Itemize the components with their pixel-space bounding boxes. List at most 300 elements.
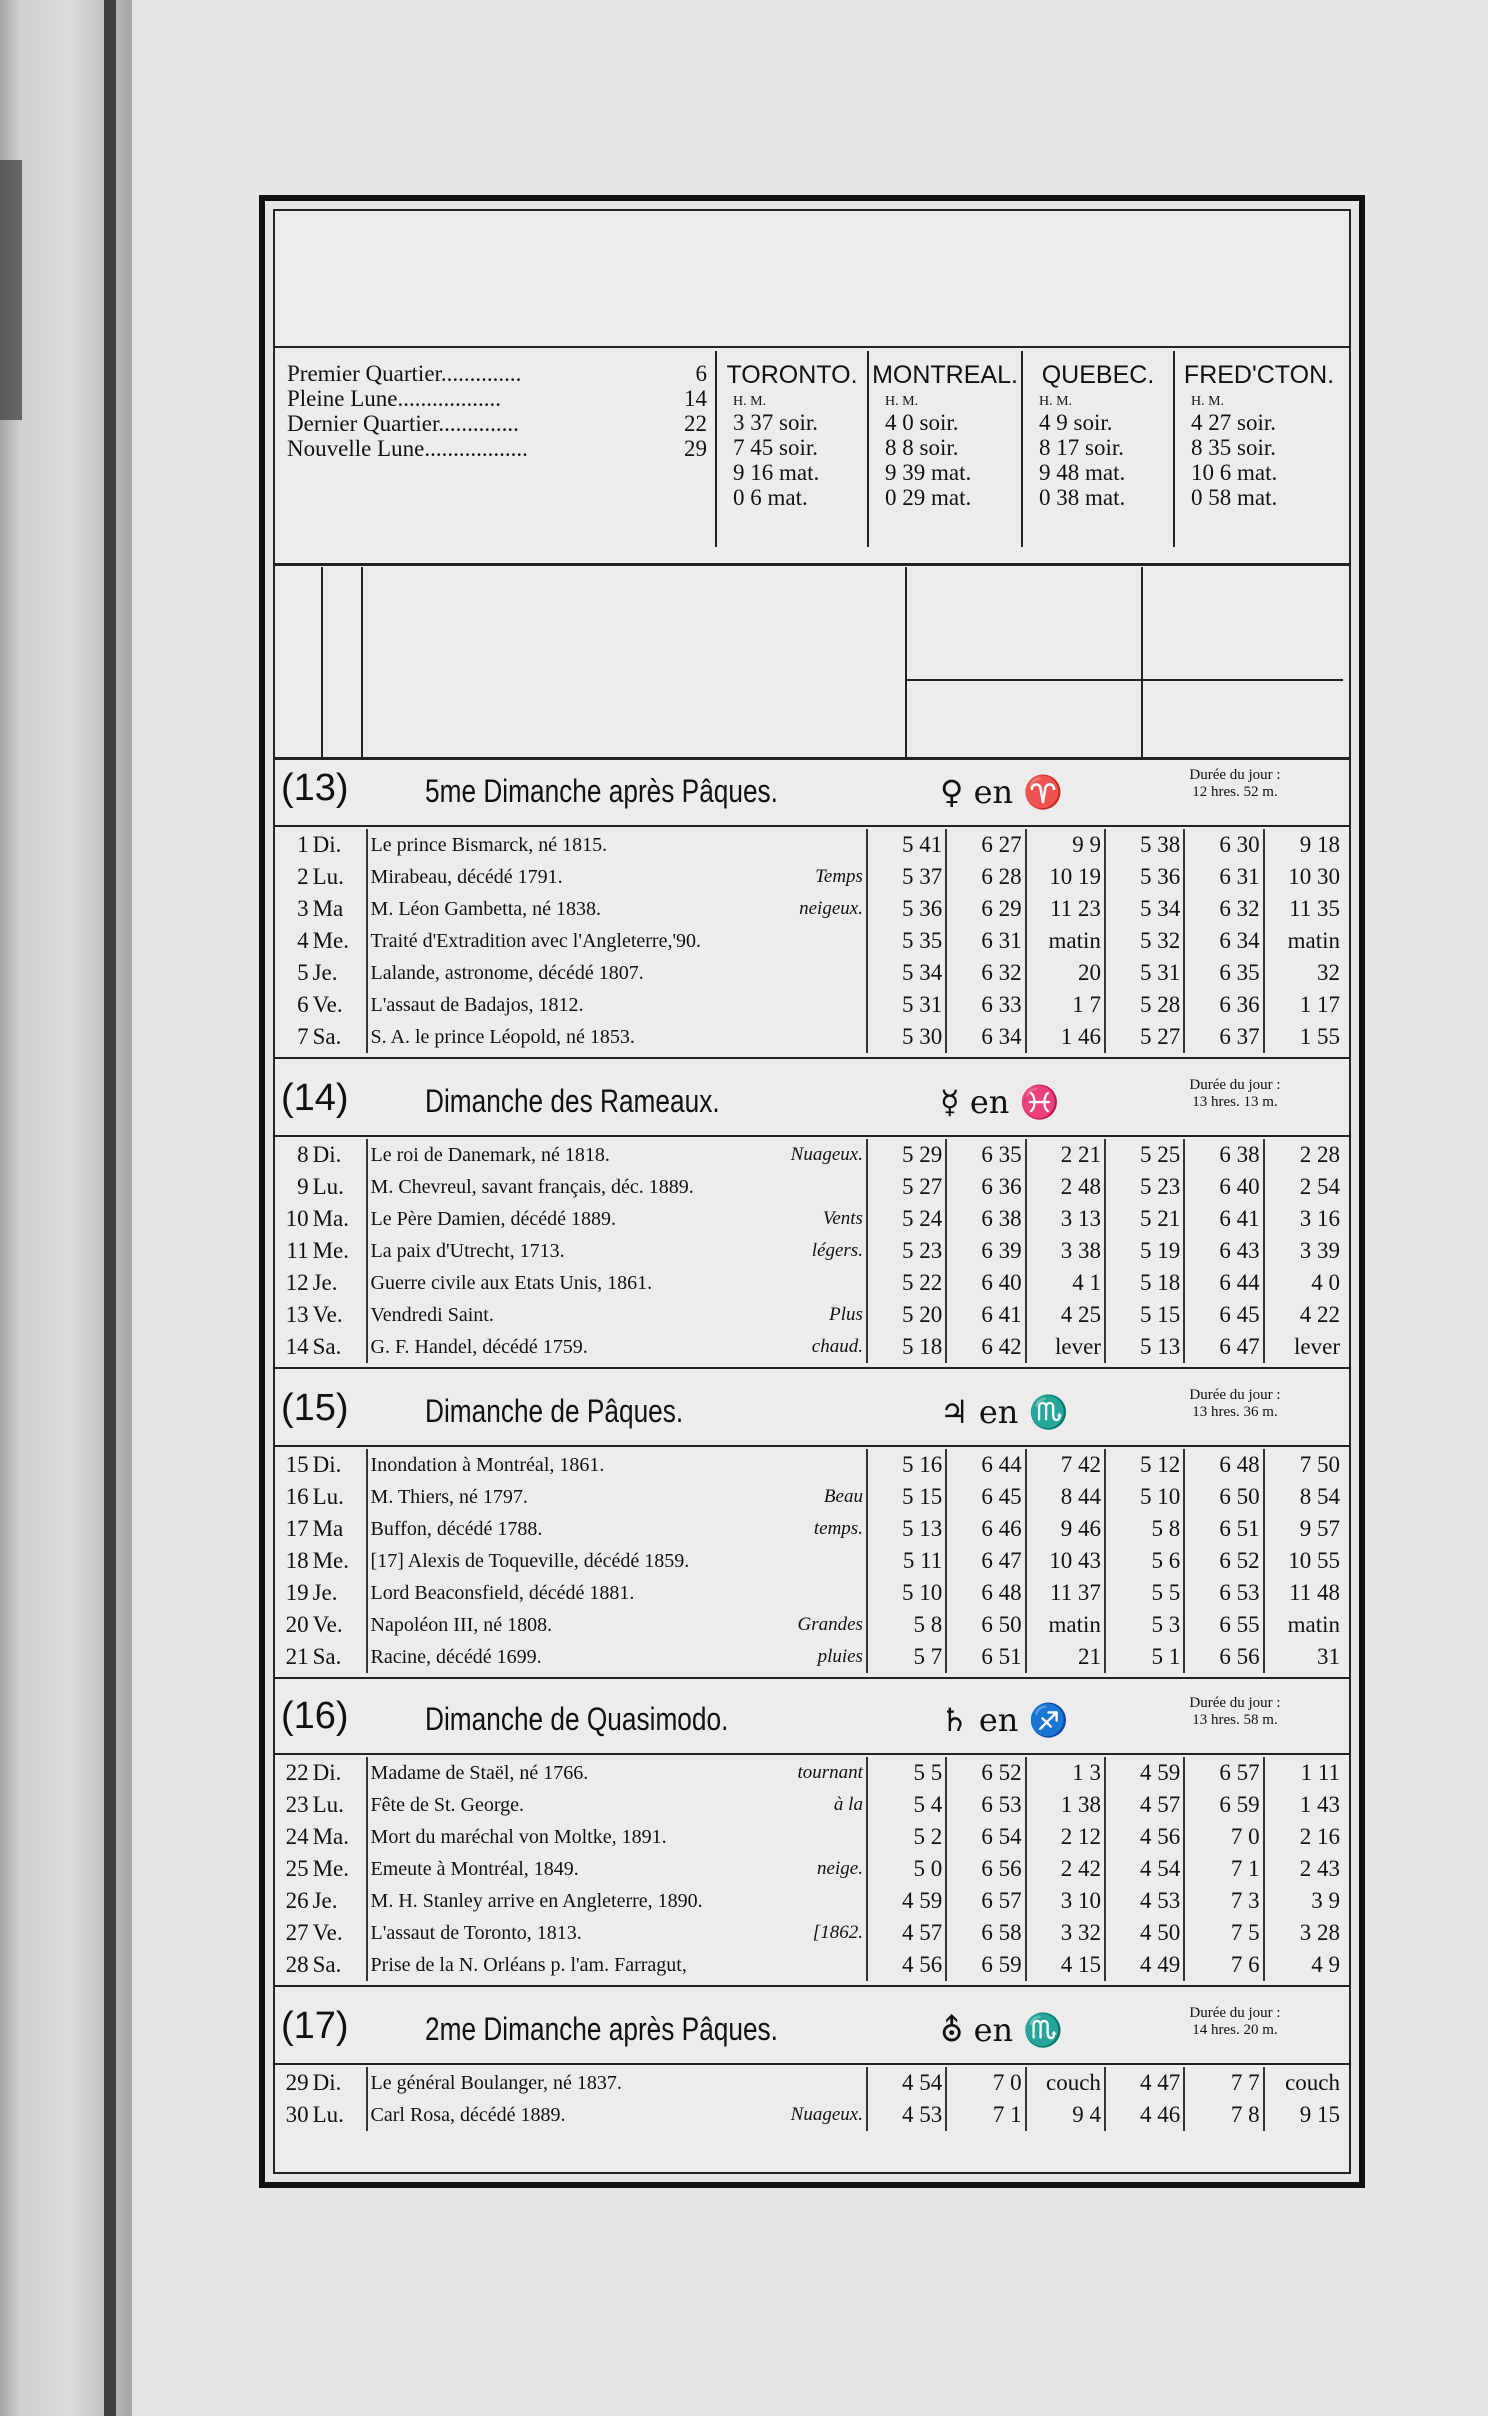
- weather-note: Nuageux.: [790, 2103, 863, 2125]
- time-value: 4 53: [1105, 1885, 1184, 1917]
- time-value: 6 36: [946, 1171, 1025, 1203]
- ephemeris: [367, 1171, 867, 1203]
- event-text: Mort du maréchal von Moltke, 1891.: [370, 1825, 667, 1848]
- time-value: 7 7: [1184, 2067, 1263, 2099]
- time-value: 5 28: [1105, 989, 1184, 1021]
- ephemeris: [367, 1267, 867, 1299]
- date: 10: [285, 1206, 309, 1231]
- weekday: Ma.: [310, 1821, 367, 1853]
- days-table: [275, 1139, 1343, 1363]
- duration-label: Durée du jour :: [1189, 1387, 1281, 1403]
- weekday: Di.: [310, 1139, 367, 1171]
- time-value: 2 43: [1299, 1856, 1340, 1881]
- time-value: 2 28: [1299, 1142, 1340, 1167]
- time-value: 4 57: [867, 1917, 946, 1949]
- divider: [907, 679, 1343, 681]
- time-value: 7 42: [1026, 1449, 1105, 1481]
- phase-time: 9 16 mat.: [733, 460, 820, 485]
- event-text: Buffon, décédé 1788.: [370, 1517, 543, 1540]
- time-value: 6 59: [1184, 1789, 1263, 1821]
- planet-position: ♃ en ♏: [940, 1393, 1069, 1431]
- day-row: [275, 1577, 1343, 1609]
- event-text: Traité d'Extradition avec l'Angleterre,'90.: [370, 929, 702, 952]
- day-row: [275, 893, 1343, 925]
- time-value: 5 24: [867, 1203, 946, 1235]
- time-value: matin: [1287, 928, 1340, 953]
- day-duration: [1145, 1077, 1325, 1111]
- time-value: 6 44: [946, 1449, 1025, 1481]
- day-row: [275, 1481, 1343, 1513]
- duration-value: 13 hres. 36 m.: [1192, 1404, 1278, 1420]
- week-end-rule: [275, 1367, 1349, 1369]
- week-header: [275, 1689, 1349, 1753]
- date: 2: [297, 864, 309, 889]
- weekday: Sa.: [310, 1641, 367, 1673]
- time-value: 6 58: [946, 1917, 1025, 1949]
- event-text: Madame de Staël, né 1766.: [370, 1761, 589, 1784]
- time-value: 6 31: [946, 925, 1025, 957]
- phases-divider: [275, 563, 1349, 566]
- event-text: Fête de St. George.: [370, 1793, 525, 1816]
- time-value: 5 18: [867, 1331, 946, 1363]
- event-text: Lalande, astronome, décédé 1807.: [370, 961, 644, 984]
- time-value: 6 46: [946, 1513, 1025, 1545]
- day-row: [275, 1949, 1343, 1981]
- time-value: 6 52: [946, 1757, 1025, 1789]
- weather-note: chaud.: [811, 1335, 863, 1357]
- time-value: 6 40: [1184, 1171, 1263, 1203]
- days-table: [275, 1449, 1343, 1673]
- ephemeris: [367, 1853, 867, 1885]
- time-value: 1 43: [1299, 1792, 1340, 1817]
- time-value: 5 6: [1105, 1545, 1184, 1577]
- city-name: MONTREAL.: [872, 361, 1018, 389]
- sunday-name: 5me Dimanche après Pâques.: [425, 773, 778, 809]
- date: 6: [297, 992, 309, 1017]
- event-text: Guerre civile aux Etats Unis, 1861.: [370, 1271, 653, 1294]
- time-value: 5 16: [867, 1449, 946, 1481]
- duration-value: 14 hres. 20 m.: [1192, 2022, 1278, 2038]
- city-fredericton: [1175, 351, 1343, 547]
- week-header: [275, 1071, 1349, 1135]
- time-value: 6 35: [946, 1139, 1025, 1171]
- day-row: [275, 1789, 1343, 1821]
- event-text: Racine, décédé 1699.: [370, 1645, 542, 1668]
- duration-label: Durée du jour :: [1189, 767, 1281, 783]
- phase-row: [287, 436, 707, 461]
- time-value: 5 7: [867, 1641, 946, 1673]
- date: 14: [285, 1334, 309, 1359]
- time-value: 6 47: [1184, 1331, 1263, 1363]
- hm-label: H. M.: [1191, 394, 1225, 409]
- time-value: 6 56: [946, 1853, 1025, 1885]
- weekday: Lu.: [310, 2099, 367, 2131]
- duration-label: Durée du jour :: [1189, 1077, 1281, 1093]
- time-value: 2 21: [1026, 1139, 1105, 1171]
- time-value: 5 20: [867, 1299, 946, 1331]
- week-header: [275, 761, 1349, 825]
- time-value: 5 38: [1105, 829, 1184, 861]
- week-header: [275, 1999, 1349, 2063]
- time-value: 6 32: [946, 957, 1025, 989]
- time-value: matin: [1026, 925, 1105, 957]
- date: 9: [297, 1174, 309, 1199]
- time-value: 3 28: [1299, 1920, 1340, 1945]
- time-value: 4 50: [1105, 1917, 1184, 1949]
- weather-note: neigeux.: [799, 897, 863, 919]
- time-value: 3 16: [1299, 1206, 1340, 1231]
- ephemeris: [367, 1545, 867, 1577]
- phase-time: 0 6 mat.: [733, 485, 808, 510]
- week-number: (14): [281, 1077, 349, 1119]
- time-value: 4 22: [1299, 1302, 1340, 1327]
- phase-day: 6: [695, 361, 707, 386]
- time-value: 9 18: [1299, 832, 1340, 857]
- date: 28: [285, 1952, 309, 1977]
- time-value: 7 50: [1299, 1452, 1340, 1477]
- time-value: 6 33: [946, 989, 1025, 1021]
- time-value: 2 16: [1299, 1824, 1340, 1849]
- planet-position: ♄ en ♐: [940, 1701, 1069, 1739]
- time-value: 11 35: [1289, 896, 1340, 921]
- divider: [321, 567, 323, 757]
- time-value: 11 48: [1289, 1580, 1340, 1605]
- ephemeris: [367, 1331, 867, 1363]
- event-text: Lord Beaconsfield, décédé 1881.: [370, 1581, 635, 1604]
- time-value: 4 54: [1105, 1853, 1184, 1885]
- column-headers: [275, 567, 1349, 757]
- event-text: Le roi de Danemark, né 1818.: [370, 1143, 610, 1166]
- weekday: Sa.: [310, 1021, 367, 1053]
- time-value: 6 59: [946, 1949, 1025, 1981]
- header-rule: [275, 757, 1349, 760]
- time-value: 6 44: [1184, 1267, 1263, 1299]
- duration-label: Durée du jour :: [1189, 1695, 1281, 1711]
- time-value: 6 51: [1184, 1513, 1263, 1545]
- ephemeris: [367, 1203, 867, 1235]
- event-text: M. Thiers, né 1797.: [370, 1485, 528, 1508]
- weather-note: Temps: [815, 865, 863, 887]
- time-value: 5 11: [867, 1545, 946, 1577]
- weather-note: Vents: [822, 1207, 863, 1229]
- day-row: [275, 2099, 1343, 2131]
- phase-name: Premier Quartier..............: [287, 361, 522, 386]
- phase-time: 4 9 soir.: [1039, 410, 1113, 435]
- ephemeris: [367, 861, 867, 893]
- time-value: 5 32: [1105, 925, 1184, 957]
- time-value: 5 34: [867, 957, 946, 989]
- time-value: 1 46: [1026, 1021, 1105, 1053]
- event-text: Prise de la N. Orléans p. l'am. Farragut,: [370, 1953, 687, 1976]
- phase-time: 4 27 soir.: [1191, 410, 1276, 435]
- weather-note: légers.: [811, 1239, 863, 1261]
- day-duration: [1145, 767, 1325, 801]
- date: 17: [285, 1516, 309, 1541]
- day-row: [275, 1203, 1343, 1235]
- time-value: 6 37: [1184, 1021, 1263, 1053]
- time-value: 5 34: [1105, 893, 1184, 925]
- ephemeris: [367, 989, 867, 1021]
- time-value: 31: [1317, 1644, 1340, 1669]
- time-value: 5 31: [867, 989, 946, 1021]
- time-value: 5 3: [1105, 1609, 1184, 1641]
- event-text: L'assaut de Badajos, 1812.: [370, 993, 584, 1016]
- time-value: 5 41: [867, 829, 946, 861]
- phase-name: Nouvelle Lune..................: [287, 436, 528, 461]
- date: 29: [285, 2070, 309, 2095]
- time-value: 5 12: [1105, 1449, 1184, 1481]
- phase-row: [287, 361, 707, 386]
- ephemeris: [367, 1139, 867, 1171]
- time-value: 6 32: [1184, 893, 1263, 925]
- time-value: 6 29: [946, 893, 1025, 925]
- day-row: [275, 925, 1343, 957]
- day-row: [275, 1545, 1343, 1577]
- day-row: [275, 1171, 1343, 1203]
- ephemeris: [367, 1449, 867, 1481]
- time-value: 7 5: [1184, 1917, 1263, 1949]
- time-value: 6 34: [946, 1021, 1025, 1053]
- days-table: [275, 2067, 1343, 2131]
- sunday-name: Dimanche de Pâques.: [425, 1393, 684, 1429]
- duration-value: 13 hres. 58 m.: [1192, 1712, 1278, 1728]
- time-value: 2 12: [1026, 1821, 1105, 1853]
- weekday: Me.: [310, 1853, 367, 1885]
- weekday: Lu.: [310, 1171, 367, 1203]
- time-value: 6 53: [946, 1789, 1025, 1821]
- phase-time: 8 8 soir.: [885, 435, 959, 460]
- time-value: 5 35: [867, 925, 946, 957]
- phase-day: 14: [684, 386, 707, 411]
- date: 11: [286, 1238, 309, 1263]
- day-row: [275, 1917, 1343, 1949]
- time-value: 6 45: [946, 1481, 1025, 1513]
- time-value: 1 38: [1026, 1789, 1105, 1821]
- time-value: 6 48: [946, 1577, 1025, 1609]
- time-value: 4 0: [1311, 1270, 1340, 1295]
- time-value: 6 50: [946, 1609, 1025, 1641]
- week-end-rule: [275, 1677, 1349, 1679]
- time-value: 5 37: [867, 861, 946, 893]
- time-value: 1 7: [1026, 989, 1105, 1021]
- time-value: 1 11: [1300, 1760, 1340, 1785]
- time-value: 5 27: [1105, 1021, 1184, 1053]
- time-value: 3 39: [1299, 1238, 1340, 1263]
- ephemeris: [367, 957, 867, 989]
- ephemeris: [367, 1609, 867, 1641]
- date: 8: [297, 1142, 309, 1167]
- date: 13: [285, 1302, 309, 1327]
- divider: [361, 567, 363, 757]
- time-value: 6 38: [946, 1203, 1025, 1235]
- adjacent-page-shadow: [0, 160, 22, 420]
- time-value: couch: [1026, 2067, 1105, 2099]
- time-value: 6 28: [946, 861, 1025, 893]
- time-value: 3 10: [1026, 1885, 1105, 1917]
- weekday: Je.: [310, 957, 367, 989]
- time-value: 9 9: [1026, 829, 1105, 861]
- date: 30: [285, 2102, 309, 2127]
- weather-note: Grandes: [797, 1613, 863, 1635]
- ephemeris: [367, 1021, 867, 1053]
- hm-label: H. M.: [733, 394, 767, 409]
- week-rule: [275, 2063, 1349, 2065]
- phase-time: 8 35 soir.: [1191, 435, 1276, 460]
- time-value: 5 4: [867, 1789, 946, 1821]
- day-duration: [1145, 1695, 1325, 1729]
- time-value: 5 22: [867, 1267, 946, 1299]
- phase-time: 4 0 soir.: [885, 410, 959, 435]
- time-value: 6 35: [1184, 957, 1263, 989]
- event-text: Mirabeau, décédé 1791.: [370, 865, 563, 888]
- time-value: 2 54: [1299, 1174, 1340, 1199]
- weather-note: Nuageux.: [790, 1143, 863, 1165]
- time-value: 6 48: [1184, 1449, 1263, 1481]
- time-value: matin: [1287, 1612, 1340, 1637]
- phase-time: 0 58 mat.: [1191, 485, 1278, 510]
- duration-value: 12 hres. 52 m.: [1192, 784, 1278, 800]
- date: 27: [285, 1920, 309, 1945]
- date: 3: [297, 896, 309, 921]
- phase-time: 9 39 mat.: [885, 460, 972, 485]
- time-value: couch: [1285, 2070, 1340, 2095]
- time-value: 6 57: [946, 1885, 1025, 1917]
- time-value: 5 31: [1105, 957, 1184, 989]
- event-text: Emeute à Montréal, 1849.: [370, 1857, 579, 1880]
- phase-day: 22: [684, 411, 707, 436]
- ephemeris: [367, 2067, 867, 2099]
- time-value: 5 27: [867, 1171, 946, 1203]
- day-row: [275, 829, 1343, 861]
- duration-label: Durée du jour :: [1189, 2005, 1281, 2021]
- weekday: Lu.: [310, 1789, 367, 1821]
- day-row: [275, 1609, 1343, 1641]
- moon-phases: [275, 351, 1349, 547]
- time-value: 5 1: [1105, 1641, 1184, 1673]
- time-value: 6 50: [1184, 1481, 1263, 1513]
- date: 25: [285, 1856, 309, 1881]
- weekday: Me.: [310, 1235, 367, 1267]
- time-value: 6 55: [1184, 1609, 1263, 1641]
- event-text: Le prince Bismarck, né 1815.: [370, 833, 608, 856]
- time-value: 3 38: [1026, 1235, 1105, 1267]
- day-row: [275, 1885, 1343, 1917]
- weather-note: temps.: [813, 1517, 863, 1539]
- time-value: 6 57: [1184, 1757, 1263, 1789]
- time-value: 6 36: [1184, 989, 1263, 1021]
- time-value: 6 52: [1184, 1545, 1263, 1577]
- event-text: Inondation à Montréal, 1861.: [370, 1453, 605, 1476]
- weekday: Lu.: [310, 861, 367, 893]
- day-row: [275, 1821, 1343, 1853]
- phase-name: Dernier Quartier..............: [287, 411, 519, 436]
- weather-note: Beau: [823, 1485, 863, 1507]
- time-value: 6 47: [946, 1545, 1025, 1577]
- weekday: Ma: [310, 1513, 367, 1545]
- day-row: [275, 861, 1343, 893]
- sunday-name: 2me Dimanche après Pâques.: [425, 2011, 778, 2047]
- weekday: Je.: [310, 1267, 367, 1299]
- hm-label: H. M.: [1039, 394, 1073, 409]
- ephemeris: [367, 925, 867, 957]
- ephemeris: [367, 1235, 867, 1267]
- weekday: Ma: [310, 893, 367, 925]
- time-value: 6 45: [1184, 1299, 1263, 1331]
- time-value: 6 56: [1184, 1641, 1263, 1673]
- weekday: Me.: [310, 925, 367, 957]
- ephemeris: [367, 1789, 867, 1821]
- time-value: 4 59: [1105, 1757, 1184, 1789]
- phases-list: [287, 351, 707, 547]
- time-value: 5 15: [867, 1481, 946, 1513]
- time-value: 6 41: [946, 1299, 1025, 1331]
- weekday: Di.: [310, 829, 367, 861]
- time-value: 7 8: [1184, 2099, 1263, 2131]
- time-value: 10 55: [1288, 1548, 1340, 1573]
- duration-value: 13 hres. 13 m.: [1192, 1094, 1278, 1110]
- day-duration: [1145, 1387, 1325, 1421]
- time-value: 5 13: [1105, 1331, 1184, 1363]
- week-rule: [275, 825, 1349, 827]
- ephemeris: [367, 1885, 867, 1917]
- page-edge-left: [0, 0, 140, 2416]
- weekday: Ve.: [310, 1299, 367, 1331]
- time-value: 5 29: [867, 1139, 946, 1171]
- sunday-name: Dimanche des Rameaux.: [425, 1083, 720, 1119]
- day-duration: [1145, 2005, 1325, 2039]
- time-value: 5 8: [1105, 1513, 1184, 1545]
- time-value: 6 51: [946, 1641, 1025, 1673]
- event-text: S. A. le prince Léopold, né 1853.: [370, 1025, 635, 1048]
- time-value: 1 3: [1026, 1757, 1105, 1789]
- time-value: 7 3: [1184, 1885, 1263, 1917]
- time-value: 6 43: [1184, 1235, 1263, 1267]
- time-value: 6 27: [946, 829, 1025, 861]
- planet-position: ♀ en ♈: [940, 773, 1064, 811]
- planet-position: ☿ en ♓: [940, 1083, 1060, 1121]
- ephemeris: [367, 829, 867, 861]
- week-rule: [275, 1445, 1349, 1447]
- time-value: matin: [1026, 1609, 1105, 1641]
- weekday: Ve.: [310, 1917, 367, 1949]
- ephemeris: [367, 1821, 867, 1853]
- time-value: 6 39: [946, 1235, 1025, 1267]
- planet-position: ⛢ en ♏: [940, 2011, 1064, 2049]
- event-text: M. H. Stanley arrive en Angleterre, 1890.: [370, 1889, 703, 1912]
- phase-row: [287, 411, 707, 436]
- weekday: Me.: [310, 1545, 367, 1577]
- time-value: 5 23: [1105, 1171, 1184, 1203]
- time-value: 6 41: [1184, 1203, 1263, 1235]
- ephemeris: [367, 1641, 867, 1673]
- time-value: 5 18: [1105, 1267, 1184, 1299]
- event-text: Carl Rosa, décédé 1889.: [370, 2103, 566, 2126]
- date: 20: [285, 1612, 309, 1637]
- date: 12: [285, 1270, 309, 1295]
- day-row: [275, 1139, 1343, 1171]
- time-value: 5 15: [1105, 1299, 1184, 1331]
- time-value: 5 8: [867, 1609, 946, 1641]
- time-value: 2 48: [1026, 1171, 1105, 1203]
- time-value: 4 1: [1026, 1267, 1105, 1299]
- day-row: [275, 1299, 1343, 1331]
- time-value: lever: [1026, 1331, 1105, 1363]
- time-value: 5 0: [867, 1853, 946, 1885]
- weekday: Di.: [310, 1757, 367, 1789]
- weather-note: à la: [833, 1793, 863, 1815]
- binding-shadow: [104, 0, 116, 2416]
- time-value: 3 32: [1026, 1917, 1105, 1949]
